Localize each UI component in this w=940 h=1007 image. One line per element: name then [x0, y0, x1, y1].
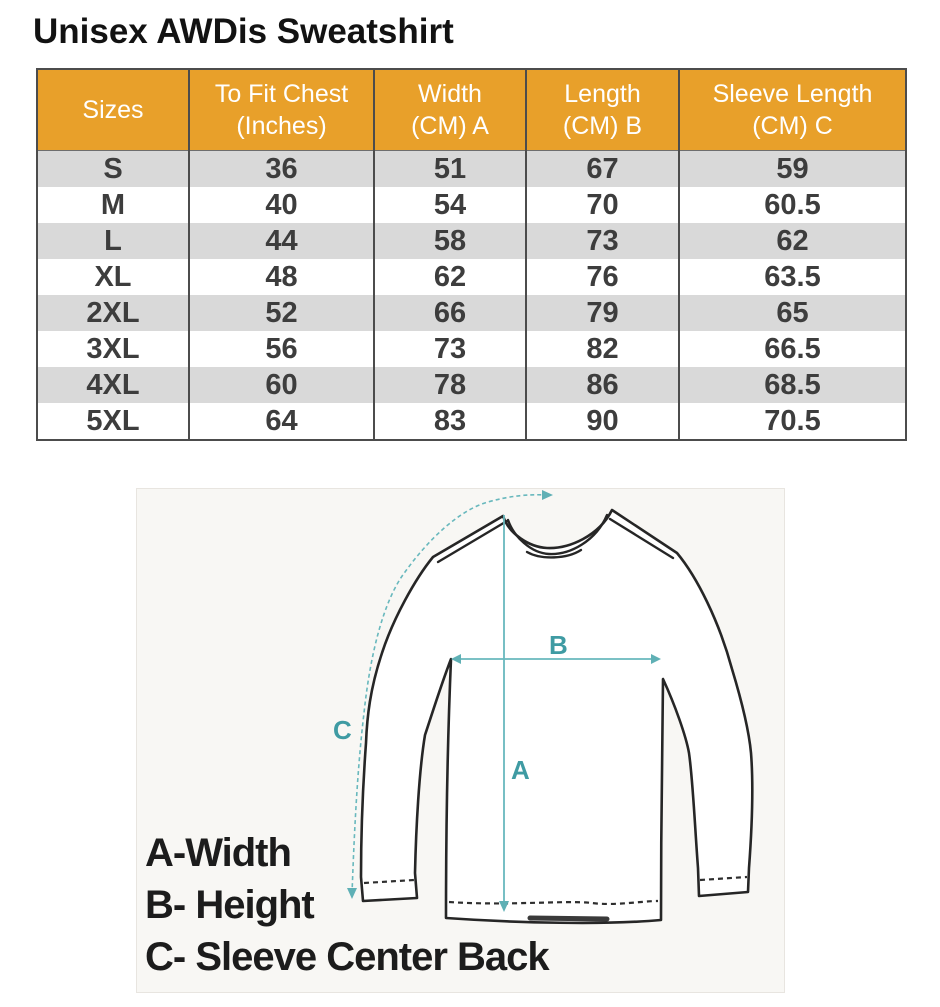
length-cell: 70: [526, 187, 679, 223]
diagram-legend: [145, 827, 549, 983]
column-header-width: Width (CM) A: [374, 69, 526, 151]
width-cell: 58: [374, 223, 526, 259]
size-cell: 5XL: [86, 405, 140, 437]
length-cell: 90: [526, 403, 679, 440]
measurement-diagram: [136, 488, 785, 993]
legend-b-height: B- Height: [145, 883, 314, 927]
table-row: [37, 151, 906, 188]
width-cell: 66: [374, 295, 526, 331]
chest-cell: 52: [189, 295, 374, 331]
size-cell: L: [104, 225, 122, 257]
length-cell: 67: [526, 151, 679, 188]
sleeve-cell: 63.5: [679, 259, 906, 295]
chest-cell: 36: [189, 151, 374, 188]
legend-a-width: A-Width: [145, 831, 291, 875]
sleeve-cell: 68.5: [679, 367, 906, 403]
table-header: [37, 69, 906, 151]
chest-cell: 40: [189, 187, 374, 223]
page-title: Unisex AWDis Sweatshirt: [33, 12, 454, 51]
arrowhead-c-right: [542, 490, 553, 500]
sleeve-cell: 66.5: [679, 331, 906, 367]
legend-c-sleeve: C- Sleeve Center Back: [145, 935, 549, 979]
size-cell: M: [100, 189, 126, 221]
table-row: [37, 331, 906, 367]
length-cell: 73: [526, 223, 679, 259]
table-row: [37, 187, 906, 223]
width-cell: 83: [374, 403, 526, 440]
length-cell: 79: [526, 295, 679, 331]
size-cell: 3XL: [86, 333, 140, 365]
measure-label-c: C: [333, 715, 352, 745]
width-cell: 54: [374, 187, 526, 223]
table-row: [37, 367, 906, 403]
sleeve-cell: 60.5: [679, 187, 906, 223]
length-cell: 82: [526, 331, 679, 367]
size-cell: 4XL: [86, 369, 140, 401]
chest-cell: 48: [189, 259, 374, 295]
size-cell: S: [103, 153, 123, 185]
width-cell: 62: [374, 259, 526, 295]
width-cell: 51: [374, 151, 526, 188]
sleeve-cell: 65: [679, 295, 906, 331]
table-row: [37, 403, 906, 440]
width-cell: 78: [374, 367, 526, 403]
column-header-sizes: Sizes: [37, 69, 189, 151]
measure-label-b: B: [549, 630, 568, 660]
chest-cell: 60: [189, 367, 374, 403]
size-cell: 2XL: [86, 297, 140, 329]
table-row: [37, 223, 906, 259]
column-header-sleeve: Sleeve Length (CM) C: [679, 69, 906, 151]
measure-label-a: A: [511, 755, 530, 785]
chest-cell: 64: [189, 403, 374, 440]
sleeve-cell: 70.5: [679, 403, 906, 440]
size-cell: XL: [94, 261, 132, 293]
column-header-length: Length (CM) B: [526, 69, 679, 151]
sleeve-cell: 59: [679, 151, 906, 188]
width-cell: 73: [374, 331, 526, 367]
chest-cell: 56: [189, 331, 374, 367]
length-cell: 76: [526, 259, 679, 295]
table-row: [37, 295, 906, 331]
length-cell: 86: [526, 367, 679, 403]
sleeve-cell: 62: [679, 223, 906, 259]
size-chart-table: [36, 68, 907, 441]
chest-cell: 44: [189, 223, 374, 259]
column-header-chest: To Fit Chest (Inches): [189, 69, 374, 151]
table-row: [37, 259, 906, 295]
